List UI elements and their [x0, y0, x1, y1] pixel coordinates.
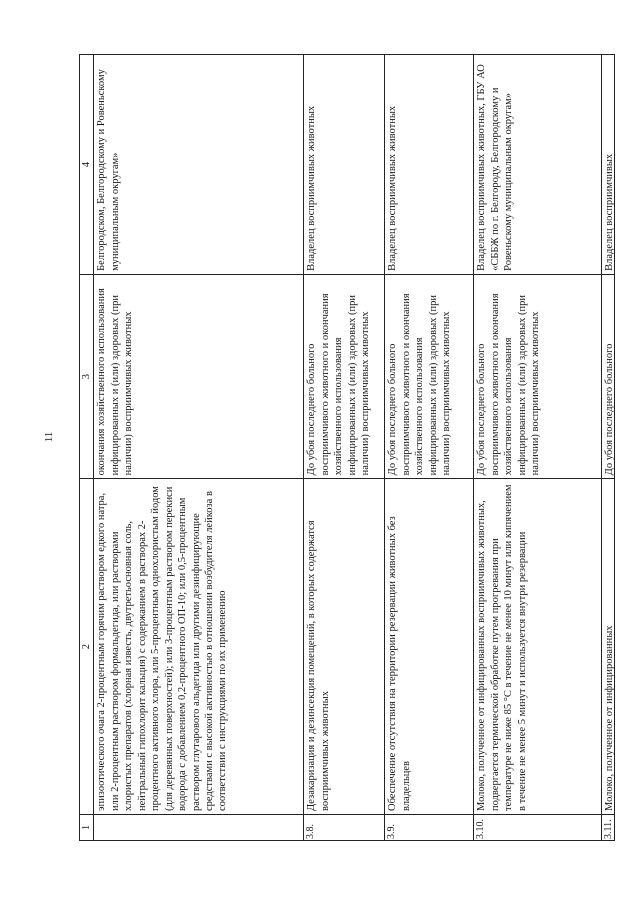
header-cell-deadline: 3 — [80, 274, 94, 478]
table-row — [385, 55, 474, 841]
deadline-text: До убоя последнего больного — [604, 343, 616, 476]
measure-text: Молоко, полученное от инфицированных — [604, 625, 616, 811]
header-cell-number: 1 — [80, 815, 94, 841]
row-number-text: 3.11. — [603, 819, 615, 839]
table-row — [94, 55, 304, 841]
responsible-cell — [602, 55, 615, 275]
row-number: 3.10. — [474, 815, 602, 841]
measures-table — [79, 54, 615, 841]
row-number: 3.8. — [304, 815, 385, 841]
responsible-cell: Владелец восприимчивых животных — [304, 55, 385, 275]
page-number: 11 — [43, 431, 55, 443]
measure-cell: Обеспечение отсутствия на территории резервации животных без владельцев — [385, 479, 474, 815]
header-cell-measure: 2 — [80, 479, 94, 815]
header-row — [80, 55, 94, 841]
deadline-cell: До убоя последнего больного восприимчивого животного и окончания хозяйственного использования инфицированных и (или) здоровых (при наличии) восприимчивых животных — [385, 274, 474, 478]
responsible-cell: Белгородском, Белгородскому и Ровеньскому муниципальным округам» — [94, 55, 304, 275]
measure-cell: Молоко, полученное от инфицированных восприимчивых животных, подвергается термической обработке путем прогревания при температуре не ниже 85 °С в течение не менее 10 минут или кипячением в течение не менее 5 минут и используется внутри резервации — [474, 479, 602, 815]
row-number: 3.9. — [385, 815, 474, 841]
measure-cell: эпизоотического очага 2-процентным горячим раствором едкого натра, или 2-процентным раствором формальдегида, или растворами хлористых препаратов (хлорная известь, двутретьосновная соль, нейтральный гипохлорит кальция) с содержанием в растворах 2-процентного активного хлора, или 5-процентным однохлористым йодом (для деревянных поверхностей); или 3-процентным раствором перекиси водорода с добавлением 0,2-процентного ОП-10; или 0,5-процентным раствором глутарового альдегида или другими дезинфицирующие средствами с высокой активностью в отношении возбудителя лейкоза в соответствии с инструкциями по их применению — [94, 479, 304, 815]
header-cell-responsible: 4 — [80, 55, 94, 275]
deadline-cell: До убоя последнего больного восприимчивого животного и окончания хозяйственного использования инфицированных и (или) здоровых (при наличии) восприимчивых животных — [304, 274, 385, 478]
table-row — [474, 55, 602, 841]
row-number — [602, 815, 615, 841]
responsible-text: Владелец восприимчивых — [604, 153, 616, 271]
measure-cell: Дезакаризация и дезинсекция помещений, в которых содержатся восприимчивых животных — [304, 479, 385, 815]
responsible-cell: Владелец восприимчивых животных, ГБУ АО «СББЖ по г. Белгороду, Белгородскому и Ровеньскому муниципальным округам» — [474, 55, 602, 275]
deadline-cell: До убоя последнего больного восприимчивого животного и окончания хозяйственного использования инфицированных и (или) здоровых (при наличии) восприимчивых животных — [474, 274, 602, 478]
table-row — [602, 55, 615, 841]
deadline-cell — [602, 274, 615, 478]
table-row — [304, 55, 385, 841]
measure-cell — [602, 479, 615, 815]
responsible-cell: Владелец восприимчивых животных — [385, 55, 474, 275]
rotated-page-content — [79, 54, 616, 841]
row-number — [94, 815, 304, 841]
deadline-cell: окончания хозяйственного использования инфицированных и (или) здоровых (при наличии) восприимчивых животных — [94, 274, 304, 478]
